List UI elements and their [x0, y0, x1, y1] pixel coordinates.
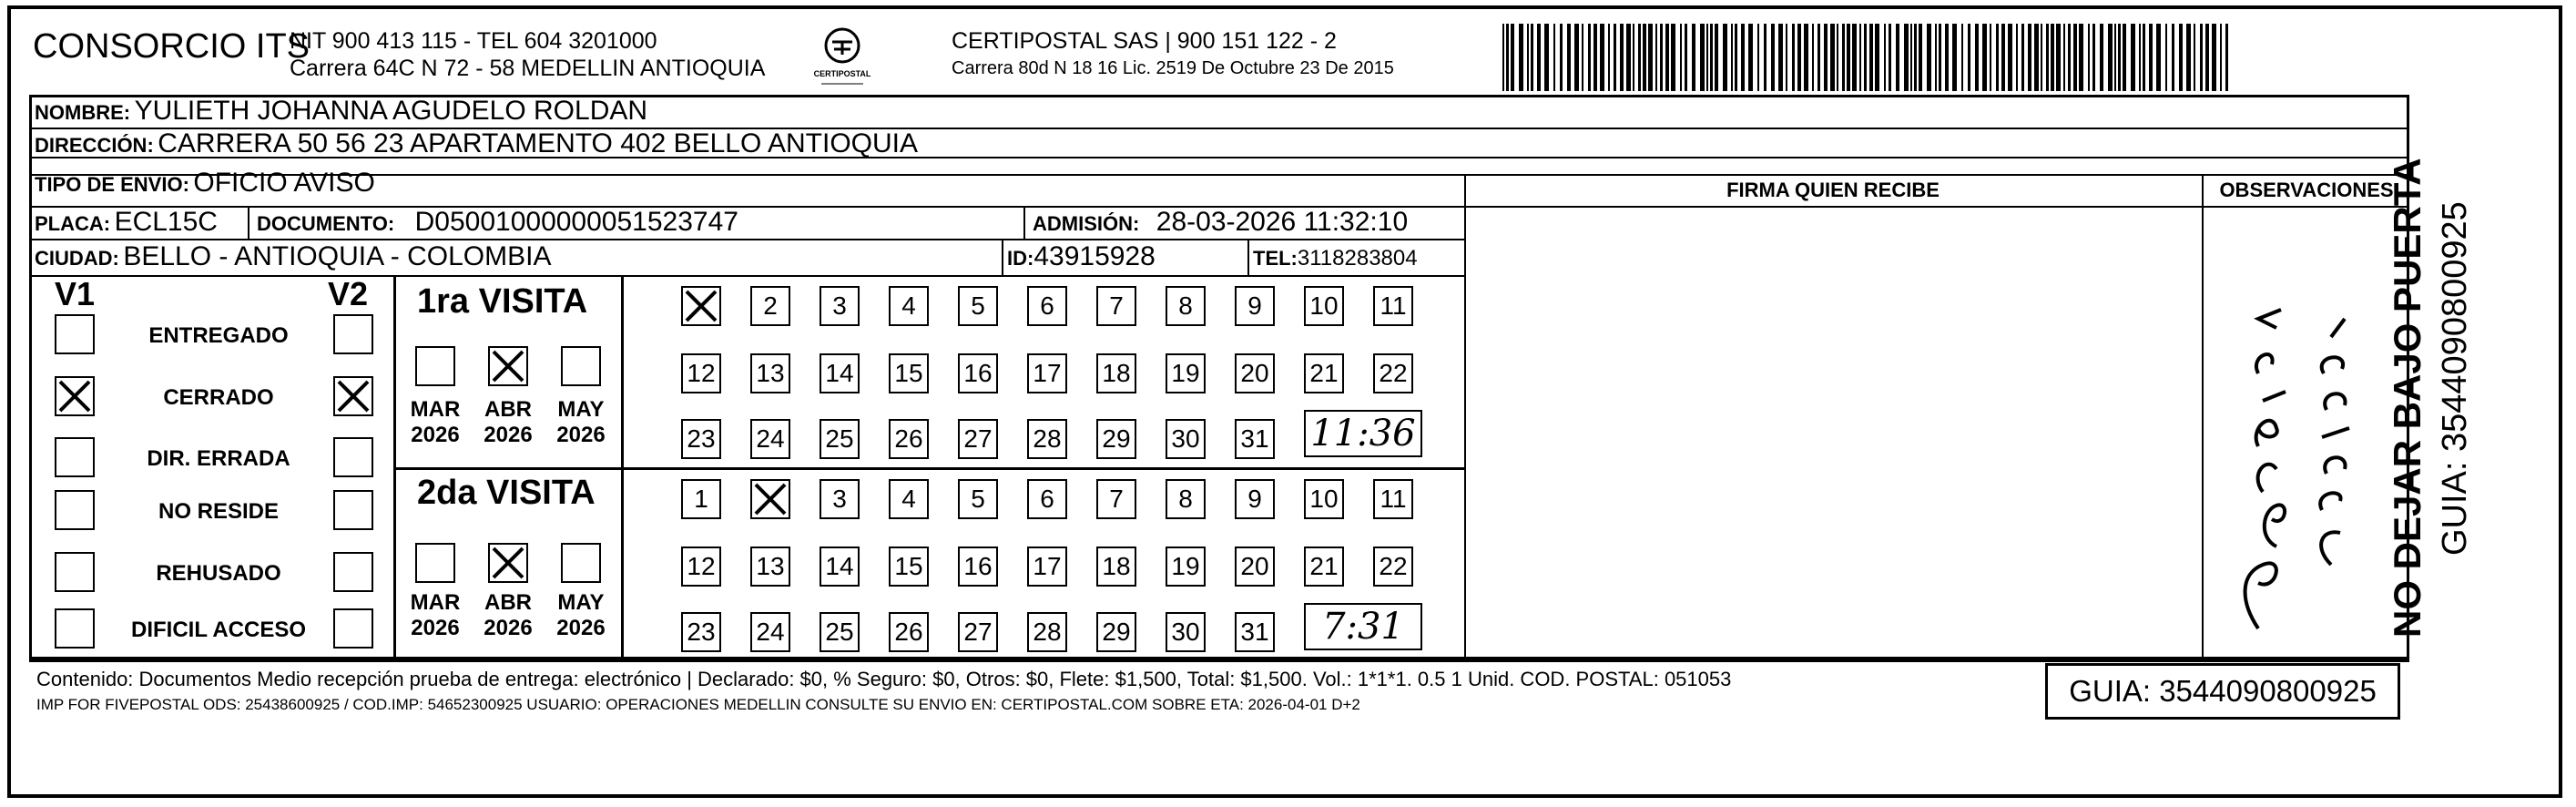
day-checkbox[interactable]: 29 [1096, 612, 1136, 652]
divider [1247, 239, 1249, 275]
barcode-bar [1939, 24, 1941, 91]
barcode-bar [2131, 24, 2135, 91]
tel-value: 3118283804 [1297, 246, 1418, 271]
month-label [554, 397, 608, 448]
day-checkbox[interactable]: 25 [820, 419, 860, 459]
month-checkbox[interactable] [488, 346, 528, 386]
id-value: 43915928 [1033, 241, 1156, 271]
barcode-bar [1600, 24, 1604, 91]
day-checkbox[interactable]: 13 [750, 353, 790, 393]
barcode-bar [1797, 24, 1801, 91]
placa-row [35, 206, 218, 243]
barcode-bar [2100, 24, 2103, 91]
nombre-row [35, 95, 647, 132]
day-checkbox[interactable]: 8 [1166, 286, 1206, 326]
barcode-bar [2205, 24, 2209, 91]
id-row [1007, 240, 1156, 278]
day-checkbox[interactable]: 10 [1304, 479, 1344, 519]
guia-box: GUIA: 3544090800925 [2045, 663, 2400, 720]
month-checkbox[interactable] [561, 543, 601, 583]
barcode [1502, 24, 2231, 91]
barcode-bar [1817, 24, 1820, 91]
day-checkbox[interactable]: 25 [820, 612, 860, 652]
barcode-bar [2200, 24, 2203, 91]
day-checkbox[interactable]: 12 [681, 547, 721, 587]
day-checkbox[interactable]: 11 [1373, 286, 1413, 326]
barcode-bar [1553, 24, 1555, 91]
day-checkbox[interactable]: 14 [820, 547, 860, 587]
barcode-bar [1700, 24, 1705, 91]
barcode-bar [2179, 24, 2183, 91]
company-nit: NIT 900 413 115 - TEL 604 3201000 [290, 28, 657, 54]
barcode-bar [1710, 24, 1713, 91]
day-checkbox[interactable]: 17 [1027, 353, 1067, 393]
tel-label: TEL: [1253, 247, 1298, 270]
admision-row [1033, 206, 1408, 243]
day-checkbox[interactable]: 14 [820, 353, 860, 393]
barcode-bar [1952, 24, 1957, 91]
barcode-bar [1961, 24, 1963, 91]
month-label [481, 590, 535, 641]
day-checkbox[interactable]: 27 [958, 419, 998, 459]
month-label [481, 397, 535, 448]
barcode-bar [1935, 24, 1937, 91]
barcode-bar [1824, 24, 1828, 91]
barcode-bar [2139, 24, 2141, 91]
tipo-row [35, 166, 375, 205]
day-checkbox[interactable]: 8 [1166, 479, 1206, 519]
visit2-title: 2da VISITA [417, 474, 596, 512]
barcode-bar [1633, 24, 1634, 91]
month-name: MAR [410, 397, 461, 422]
day-checkbox[interactable]: 3 [820, 286, 860, 326]
day-checkbox[interactable]: 30 [1166, 612, 1206, 652]
day-checkbox[interactable]: 18 [1096, 547, 1136, 587]
barcode-bar [2220, 24, 2222, 91]
barcode-bar [1680, 24, 1682, 91]
status-label: CERRADO [163, 385, 274, 410]
barcode-bar [1588, 24, 1591, 91]
v2-checkbox[interactable] [333, 552, 373, 592]
barcode-bar [1582, 24, 1583, 91]
barcode-bar [1671, 24, 1675, 91]
day-checkbox[interactable]: 31 [1235, 419, 1275, 459]
barcode-bar [2063, 24, 2065, 91]
day-checkbox[interactable]: 21 [1304, 547, 1344, 587]
day-checkbox[interactable]: 18 [1096, 353, 1136, 393]
certipostal-logo [810, 26, 874, 91]
barcode-bar [1655, 24, 1657, 91]
day-checkbox[interactable]: 27 [958, 612, 998, 652]
day-checkbox[interactable]: 23 [681, 612, 721, 652]
day-checkbox[interactable] [750, 479, 790, 519]
barcode-bar [1975, 24, 1979, 91]
contenido-text: Contenido: Documentos Medio recepción prueba de entrega: electrónico | Declarado: $0, % Seguro: $0, Otros: $0, Flete: $1,500, Total: $1,500. Vol.: 1*1*1. 0.5 1 Unid. COD. POSTAL: 051053 [36, 668, 1732, 690]
month-name: ABR [484, 590, 532, 615]
barcode-bar [2165, 24, 2167, 91]
day-checkbox[interactable]: 17 [1027, 547, 1067, 587]
day-checkbox[interactable] [681, 286, 721, 326]
v1-checkbox[interactable] [55, 608, 95, 649]
day-checkbox[interactable]: 1 [681, 479, 721, 519]
divider [2202, 174, 2204, 659]
barcode-bar [2149, 24, 2153, 91]
barcode-bar [1757, 24, 1759, 91]
barcode-bar [2123, 24, 2126, 91]
v2-checkbox[interactable] [333, 437, 373, 477]
barcode-bar [1914, 24, 1917, 91]
day-checkbox[interactable]: 15 [889, 547, 929, 587]
month-year: 2026 [556, 616, 606, 640]
barcode-bar [1864, 24, 1867, 91]
barcode-bar [2143, 24, 2145, 91]
barcode-bar [1608, 24, 1610, 91]
barcode-bar [1648, 24, 1653, 91]
day-checkbox[interactable]: 11 [1373, 479, 1413, 519]
day-checkbox[interactable]: 20 [1235, 547, 1275, 587]
v1-header: V1 [55, 275, 96, 312]
barcode-bar [1574, 24, 1579, 91]
barcode-bar [1812, 24, 1814, 91]
barcode-bar [1614, 24, 1616, 91]
barcode-bar [1731, 24, 1733, 91]
barcode-bar [2046, 24, 2049, 91]
day-checkbox[interactable]: 9 [1235, 479, 1275, 519]
barcode-bar [1519, 24, 1523, 91]
day-checkbox[interactable]: 21 [1304, 353, 1344, 393]
barcode-bar [1643, 24, 1646, 91]
barcode-bar [1945, 24, 1949, 91]
month-year: 2026 [556, 423, 606, 447]
day-checkbox[interactable]: 16 [958, 353, 998, 393]
day-checkbox[interactable]: 19 [1166, 353, 1206, 393]
month-year: 2026 [411, 616, 460, 640]
day-checkbox[interactable]: 24 [750, 612, 790, 652]
barcode-bar [2172, 24, 2174, 91]
side-guia: GUIA: 3544090800925 [2436, 201, 2474, 556]
barcode-bar [1837, 24, 1838, 91]
day-checkbox[interactable]: 23 [681, 419, 721, 459]
barcode-bar [2073, 24, 2077, 91]
direccion-value: CARRERA 50 56 23 APARTAMENTO 402 BELLO ANTIOQUIA [158, 128, 919, 158]
barcode-bar [1560, 24, 1563, 91]
documento-value: D05001000000051523747 [414, 207, 738, 237]
month-checkbox[interactable] [488, 543, 528, 583]
v2-checkbox[interactable] [333, 490, 373, 530]
tipo-value: OFICIO AVISO [193, 168, 375, 198]
barcode-bar [1638, 24, 1641, 91]
barcode-bar [1919, 24, 1922, 91]
barcode-bar [1852, 24, 1857, 91]
observaciones-header: OBSERVACIONES [2219, 179, 2394, 201]
v1-checkbox[interactable] [55, 490, 95, 530]
admision-value: 28-03-2026 11:32:10 [1156, 207, 1409, 237]
barcode-bar [2156, 24, 2161, 91]
barcode-bar [2108, 24, 2113, 91]
day-checkbox[interactable]: 22 [1373, 353, 1413, 393]
barcode-bar [1804, 24, 1808, 91]
barcode-bar [1620, 24, 1624, 91]
courier-name: CERTIPOSTAL SAS | 900 151 122 - 2 [952, 28, 1337, 54]
company-info [290, 27, 765, 82]
company-name: CONSORCIO ITS [33, 27, 311, 66]
barcode-bar [1869, 24, 1873, 91]
v1-checkbox[interactable] [55, 437, 95, 477]
barcode-bar [1896, 24, 1899, 91]
month-name: ABR [484, 397, 532, 422]
day-checkbox[interactable]: 28 [1027, 612, 1067, 652]
day-checkbox[interactable]: 31 [1235, 612, 1275, 652]
month-label [408, 397, 463, 448]
barcode-bar [2088, 24, 2090, 91]
barcode-bar [1527, 24, 1529, 91]
day-checkbox[interactable]: 19 [1166, 547, 1206, 587]
month-name: MAR [410, 590, 461, 615]
visit1-title: 1ra VISITA [417, 282, 588, 321]
direccion-label: DIRECCIÓN: [35, 134, 154, 157]
month-label [408, 590, 463, 641]
barcode-bar [2225, 24, 2228, 91]
day-checkbox[interactable]: 3 [820, 479, 860, 519]
status-label: ENTREGADO [148, 323, 289, 348]
barcode-bar [1706, 24, 1708, 91]
month-year: 2026 [411, 423, 460, 447]
day-checkbox[interactable]: 5 [958, 286, 998, 326]
barcode-bar [1842, 24, 1845, 91]
day-checkbox[interactable]: 7 [1096, 286, 1136, 326]
day-checkbox[interactable]: 6 [1027, 479, 1067, 519]
day-checkbox[interactable]: 10 [1304, 286, 1344, 326]
barcode-bar [1506, 24, 1509, 91]
barcode-bar [1660, 24, 1663, 91]
visit1-time[interactable]: 11:36 [1304, 410, 1422, 457]
barcode-bar [1982, 24, 1987, 91]
v2-header: V2 [328, 275, 369, 312]
barcode-bar [1537, 24, 1541, 91]
day-checkbox[interactable]: 4 [889, 286, 929, 326]
month-year: 2026 [484, 616, 533, 640]
barcode-bar [1830, 24, 1835, 91]
barcode-bar [1567, 24, 1571, 91]
ciudad-value: BELLO - ANTIOQUIA - COLOMBIA [123, 241, 552, 271]
v2-checkbox[interactable] [333, 608, 373, 649]
placa-value: ECL15C [114, 207, 218, 237]
barcode-bar [1544, 24, 1549, 91]
v2-checkbox[interactable] [333, 376, 373, 416]
logo-text: CERTIPOSTAL [813, 69, 871, 78]
v1-checkbox[interactable] [55, 314, 95, 354]
barcode-bar [1847, 24, 1850, 91]
barcode-bar [2028, 24, 2031, 91]
no-dejar-bajo-puerta: NO DEJAR BAJO PUERTA [2386, 158, 2428, 638]
divider [1002, 239, 1003, 275]
day-checkbox[interactable]: 15 [889, 353, 929, 393]
barcode-bar [1511, 24, 1514, 91]
signature-field[interactable] [1465, 208, 2201, 658]
barcode-bar [1723, 24, 1727, 91]
month-checkbox[interactable] [415, 346, 455, 386]
barcode-bar [2034, 24, 2039, 91]
divider [248, 206, 249, 239]
barcode-bar [1685, 24, 1687, 91]
day-checkbox[interactable]: 29 [1096, 419, 1136, 459]
courier-info [952, 27, 1394, 82]
status-label: DIFICIL ACCESO [130, 618, 306, 642]
day-checkbox[interactable]: 4 [889, 479, 929, 519]
day-checkbox[interactable]: 22 [1373, 547, 1413, 587]
imp-text: IMP FOR FIVEPOSTAL ODS: 25438600925 / COD.IMP: 54652300925 USUARIO: OPERACIONES MEDELLIN CONSULTE SU ENVIO EN: CERTIPOSTAL.COM SOBRE ETA: 2026-04-01 D+2 [36, 696, 1360, 713]
v1-checkbox[interactable] [55, 552, 95, 592]
barcode-bar [2114, 24, 2116, 91]
company-address: Carrera 64C N 72 - 58 MEDELLIN ANTIOQUIA [290, 56, 766, 81]
day-checkbox[interactable]: 7 [1096, 479, 1136, 519]
ciudad-label: CIUDAD: [35, 247, 119, 270]
barcode-bar [1502, 24, 1504, 91]
day-checkbox[interactable]: 2 [750, 286, 790, 326]
barcode-bar [1786, 24, 1787, 91]
barcode-bar [1593, 24, 1597, 91]
courier-address: Carrera 80d N 18 16 Lic. 2519 De Octubre 23 De 2015 [952, 58, 1394, 78]
barcode-bar [2016, 24, 2018, 91]
barcode-bar [1884, 24, 1886, 91]
day-checkbox[interactable]: 28 [1027, 419, 1067, 459]
barcode-bar [1692, 24, 1695, 91]
barcode-bar [1748, 24, 1753, 91]
barcode-bar [1665, 24, 1669, 91]
barcode-bar [1889, 24, 1891, 91]
day-checkbox[interactable]: 20 [1235, 353, 1275, 393]
barcode-bar [1626, 24, 1631, 91]
barcode-bar [1910, 24, 1912, 91]
barcode-bar [1792, 24, 1795, 91]
month-label [554, 590, 608, 641]
documento-row [257, 206, 738, 243]
month-name: MAY [557, 590, 605, 615]
barcode-bar [2041, 24, 2042, 91]
visit2-time[interactable]: 7:31 [1304, 603, 1422, 650]
barcode-bar [2001, 24, 2005, 91]
barcode-bar [1904, 24, 1909, 91]
month-year: 2026 [484, 423, 533, 447]
observaciones-handwriting [2222, 273, 2395, 638]
barcode-bar [2079, 24, 2083, 91]
tipo-label: TIPO DE ENVIO: [35, 173, 189, 196]
nombre-value: YULIETH JOHANNA AGUDELO ROLDAN [134, 96, 648, 126]
ciudad-row [35, 240, 551, 278]
day-checkbox[interactable]: 30 [1166, 419, 1206, 459]
v1-checkbox[interactable] [55, 376, 95, 416]
admision-label: ADMISIÓN: [1033, 212, 1140, 235]
barcode-bar [1741, 24, 1745, 91]
barcode-bar [1927, 24, 1931, 91]
divider [29, 659, 2409, 662]
barcode-bar [1735, 24, 1737, 91]
nombre-label: NOMBRE: [35, 101, 131, 124]
divider [393, 467, 1464, 470]
id-label: ID: [1007, 247, 1034, 270]
month-name: MAY [557, 397, 605, 422]
barcode-bar [2212, 24, 2216, 91]
barcode-bar [1990, 24, 1991, 91]
day-checkbox[interactable]: 16 [958, 547, 998, 587]
barcode-bar [1968, 24, 1970, 91]
barcode-bar [2051, 24, 2054, 91]
barcode-bar [1778, 24, 1783, 91]
day-checkbox[interactable]: 26 [889, 612, 929, 652]
placa-label: PLACA: [35, 212, 111, 235]
day-checkbox[interactable]: 26 [889, 419, 929, 459]
barcode-bar [2186, 24, 2191, 91]
direccion-row [35, 128, 918, 163]
barcode-bar [2021, 24, 2024, 91]
barcode-bar [1771, 24, 1775, 91]
barcode-bar [2008, 24, 2012, 91]
barcode-bar [2068, 24, 2071, 91]
barcode-bar [2118, 24, 2121, 91]
day-checkbox[interactable]: 24 [750, 419, 790, 459]
status-label: DIR. ERRADA [147, 446, 290, 471]
firma-header: FIRMA QUIEN RECIBE [1726, 179, 1940, 201]
status-label: NO RESIDE [158, 499, 280, 524]
barcode-bar [2194, 24, 2195, 91]
barcode-bar [1875, 24, 1879, 91]
barcode-bar [2056, 24, 2061, 91]
day-checkbox[interactable]: 5 [958, 479, 998, 519]
documento-label: DOCUMENTO: [257, 212, 395, 235]
day-checkbox[interactable]: 9 [1235, 286, 1275, 326]
v2-checkbox[interactable] [333, 314, 373, 354]
tel-row [1253, 242, 1418, 275]
day-checkbox[interactable]: 12 [681, 353, 721, 393]
day-checkbox[interactable]: 6 [1027, 286, 1067, 326]
barcode-bar [1996, 24, 1999, 91]
barcode-bar [1715, 24, 1718, 91]
status-label: REHUSADO [156, 561, 281, 586]
barcode-bar [1764, 24, 1767, 91]
barcode-bar [2092, 24, 2095, 91]
month-checkbox[interactable] [415, 543, 455, 583]
divider [1023, 206, 1025, 239]
barcode-bar [1531, 24, 1533, 91]
month-checkbox[interactable] [561, 346, 601, 386]
day-checkbox[interactable]: 13 [750, 547, 790, 587]
barcode-bar [1859, 24, 1861, 91]
